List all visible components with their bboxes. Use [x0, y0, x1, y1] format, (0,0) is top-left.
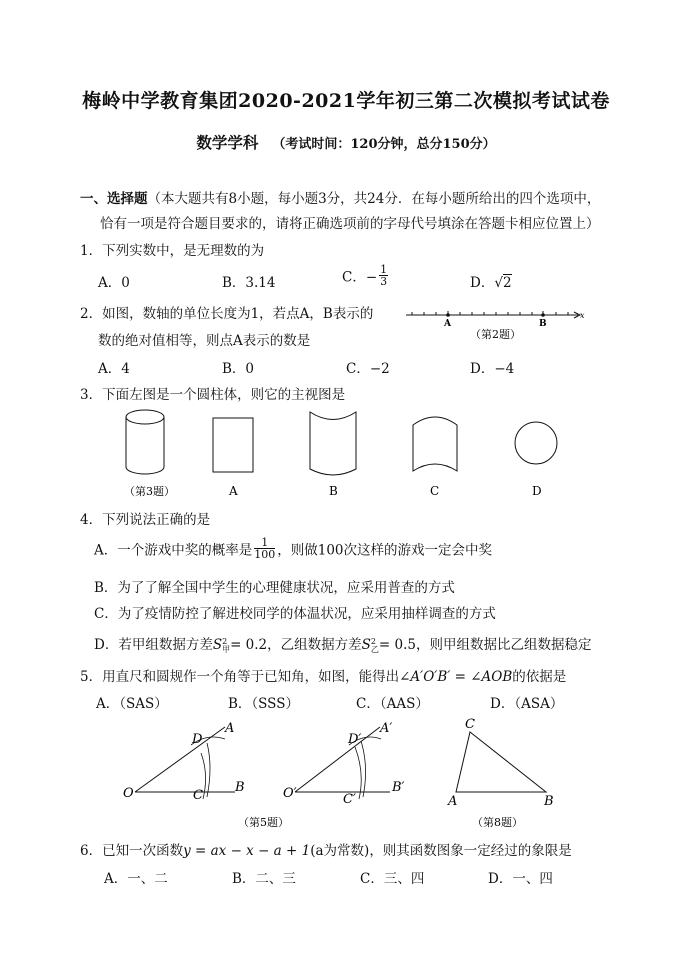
q4-option-a-pre: A．一个游戏中奖的概率是 — [94, 542, 253, 559]
point-b-dot — [541, 313, 545, 317]
exam-note: （考试时间：120分钟，总分150分） — [272, 137, 496, 152]
q1-option-d-label: D． — [470, 275, 495, 291]
label-b-vertex: B — [544, 794, 554, 809]
label-a-vertex: A — [448, 794, 458, 809]
q4-option-a — [94, 537, 492, 560]
frac-denominator: 100 — [254, 548, 276, 561]
q1-stem: 1．下列实数中，是无理数的为 — [80, 243, 265, 259]
point-b-label: B — [539, 319, 547, 329]
variance-2-sup: 2 — [370, 636, 376, 646]
paper-title: 梅岭中学教育集团2020-2021学年初三第二次模拟考试试卷 — [82, 90, 610, 112]
q5-option-a: A．（SAS） — [96, 696, 168, 712]
q1-option-c-label: C．− — [342, 269, 378, 286]
q6-option-a: A．一、二 — [104, 871, 168, 887]
q3-figures — [110, 405, 580, 500]
label-b: B — [235, 780, 245, 795]
q4-option-d-mid: ，乙组数据方差 — [267, 637, 362, 653]
q1-option-c — [342, 264, 390, 287]
q5-angle-equation: ∠A′O′B′ = ∠AOB — [399, 669, 513, 685]
label-o: O — [123, 786, 134, 801]
q2-stem-line1: 2．如图，数轴的单位长度为1，若点A，B表示的 — [80, 306, 374, 322]
frac-numerator: 1 — [254, 537, 275, 549]
axis-x-label: x — [580, 311, 585, 320]
variance-1-value: = 0.2 — [230, 637, 268, 653]
q6-option-c: C．三、四 — [360, 871, 425, 887]
point-a-label: A — [444, 319, 451, 329]
q4-option-a-post: ，则做100次这样的游戏一定会中奖 — [277, 542, 493, 559]
variance-symbol-1: S — [212, 637, 223, 653]
variance-1-sub: 甲 — [222, 644, 231, 654]
section-label: 一、选择题 — [80, 191, 148, 207]
option-a-rectangle — [213, 418, 253, 472]
label-a-prime: A′ — [380, 721, 393, 736]
option-b-shape — [310, 412, 356, 475]
q5-option-b: B．（SSS） — [228, 696, 299, 712]
q6-function: y = ax − x − a + 1 — [183, 843, 311, 859]
cylinder-figure — [126, 410, 164, 474]
q6-stem — [80, 839, 572, 859]
point-a-dot — [446, 313, 450, 317]
variance-2-scripts — [371, 638, 379, 654]
variance-symbol-2: S — [361, 637, 371, 653]
label-c: C — [193, 788, 203, 803]
variance-1-scripts — [222, 638, 230, 654]
label-o-prime: O′ — [283, 786, 297, 801]
q2-option-c: C．−2 — [346, 361, 390, 377]
q4-option-c: C．为了疫情防控了解进校同学的体温状况，应采用抽样调查的方式 — [94, 606, 496, 622]
q4-stem: 4．下列说法正确的是 — [80, 512, 211, 528]
option-c-shape — [413, 417, 457, 471]
q5-caption: （第5题） — [238, 816, 289, 829]
triangle-abc — [456, 732, 546, 792]
q6-option-b: B．二、三 — [232, 871, 296, 887]
paper-subtitle — [0, 131, 692, 153]
q3-caption: （第3题） — [124, 485, 175, 498]
q6-stem-post: ，则其函数图象一定经过的象限是 — [369, 843, 572, 859]
label-c-prime: C′ — [343, 792, 356, 807]
variance-2-sub: 乙 — [370, 644, 379, 654]
label-d: D — [192, 732, 203, 747]
q5-option-c: C．（AAS） — [356, 696, 429, 712]
q8-triangle-figure — [440, 712, 570, 830]
label-b-prime: B′ — [392, 780, 405, 795]
label-d-prime: D′ — [348, 732, 362, 747]
q4-option-d-pre: D．若甲组数据方差 — [94, 637, 213, 653]
q6-option-d: D．一、四 — [488, 871, 553, 887]
variance-1-sup: 2 — [222, 636, 228, 646]
frac-numerator: 1 — [380, 263, 388, 276]
q8-caption: （第8题） — [472, 816, 523, 829]
q4-option-b: B．为了了解全国中学生的心理健康状况，应采用普查的方式 — [94, 580, 455, 596]
q5-figures — [115, 715, 425, 830]
variance-2-value: = 0.5 — [378, 637, 416, 653]
q3-stem: 3．下面左图是一个圆柱体，则它的主视图是 — [80, 387, 346, 403]
q4-option-a-fraction — [254, 537, 275, 560]
frac-denominator: 3 — [380, 275, 388, 288]
q1-option-d — [470, 271, 512, 291]
angle-aob-prime-figure — [295, 727, 390, 799]
q2-caption: （第2题） — [470, 328, 521, 341]
q6-stem-paren: (a为常数) — [310, 843, 370, 859]
sqrt-radicand: 2 — [502, 275, 512, 291]
q3-label-a: A — [229, 484, 238, 498]
label-a: A — [225, 721, 235, 736]
q1-option-a: A．0 — [98, 275, 130, 291]
q3-label-c: C — [430, 484, 440, 498]
section-text: （本大题共有8小题，每小题3分，共24分．在每小题所给出的四个选项中， — [147, 191, 601, 207]
q5-option-d: D．（ASA） — [490, 696, 564, 712]
subject-label: 数学学科 — [196, 133, 259, 152]
angle-aob-figure — [135, 727, 235, 799]
q3-label-d: D — [532, 484, 542, 498]
q2-stem-line2: 数的绝对值相等，则点A表示的数是 — [98, 333, 311, 349]
q5-stem-pre: 5．用直尺和圆规作一个角等于已知角，如图，能得出 — [80, 669, 400, 685]
q6-stem-pre: 6．已知一次函数 — [80, 843, 184, 859]
section-heading — [80, 187, 600, 207]
q4-option-d-post: ，则甲组数据比乙组数据稳定 — [415, 637, 592, 653]
label-c-vertex: C — [465, 717, 475, 732]
q1-option-b: B．3.14 — [222, 275, 276, 291]
section-text-line2: 恰有一项是符合题目要求的，请将正确选项前的字母代号填涂在答题卡相应位置上） — [100, 216, 600, 232]
q2-option-d: D．−4 — [470, 361, 515, 377]
q1-option-c-fraction — [379, 264, 388, 287]
sqrt-symbol: √ — [494, 275, 503, 291]
q2-option-b: B．0 — [222, 361, 255, 377]
q4-option-d — [94, 633, 591, 654]
option-d-circle — [515, 422, 557, 464]
q3-label-b: B — [329, 484, 338, 498]
q2-option-a: A．4 — [98, 361, 130, 377]
q5-stem-post: 的依据是 — [512, 669, 567, 685]
number-line-figure — [400, 304, 590, 344]
q5-stem — [80, 665, 566, 685]
